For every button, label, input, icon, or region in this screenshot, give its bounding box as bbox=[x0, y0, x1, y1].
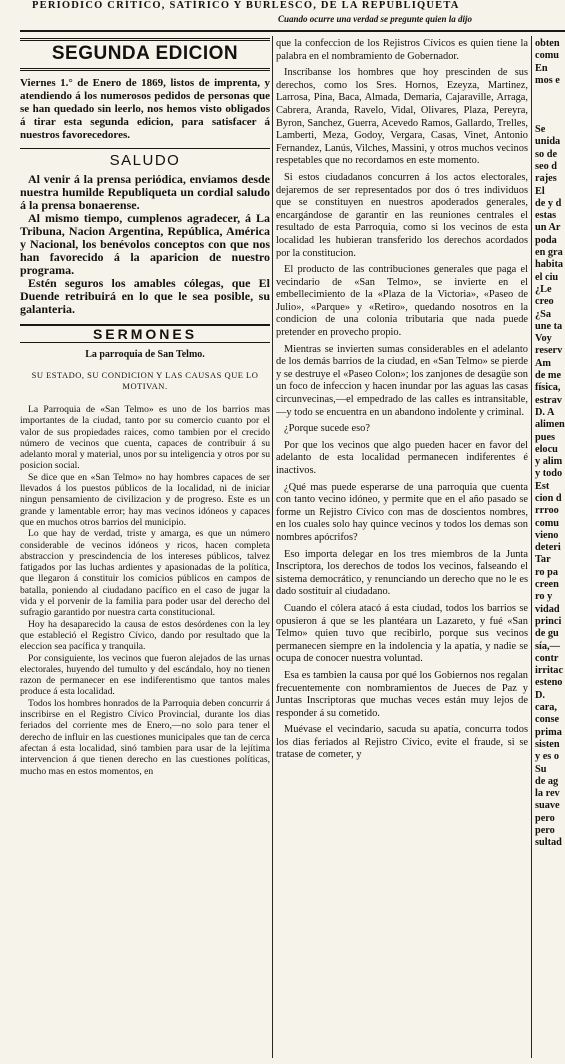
cropped-line-fragment: sía,— bbox=[535, 640, 560, 652]
cropped-line-fragment bbox=[535, 87, 565, 99]
cropped-line-fragment: creen bbox=[535, 579, 559, 591]
cropped-line-fragment: comu bbox=[535, 50, 560, 62]
cropped-line-fragment: en gra bbox=[535, 247, 563, 259]
cropped-line-fragment bbox=[535, 99, 565, 111]
cropped-line-fragment: mos e bbox=[535, 74, 560, 86]
cropped-line-fragment: El bbox=[535, 185, 545, 197]
cropped-line-fragment: habita bbox=[535, 259, 564, 271]
cropped-line-fragment: de gu bbox=[535, 628, 559, 640]
cropped-line-fragment: ¿Le bbox=[535, 283, 552, 295]
article-paragraph: Mientras se invierten sumas considerables en el adelanto de los demás barrios de la ciudad, en «San Telmo» se pierde y se destruye el «Paseo Colon»; los zanjones de desagüe son un foco de infeccion y hacen inundar por las aguas las casas circunvecinas,—el empedrado de las calles es intransitable,—y todo se encuentra en un abandono indolente y criminal. bbox=[276, 343, 528, 418]
cropped-line-fragment: pero bbox=[535, 812, 555, 824]
cropped-line-fragment: conse bbox=[535, 714, 560, 726]
cropped-line-fragment: sisten bbox=[535, 738, 560, 750]
cropped-line-fragment: Tar bbox=[535, 554, 551, 566]
edition-heading: SEGUNDA EDICION bbox=[20, 38, 270, 71]
cropped-line-fragment: princi bbox=[535, 615, 562, 627]
column-left bbox=[20, 38, 270, 1056]
cropped-line-fragment: creo bbox=[535, 296, 554, 308]
cropped-line-fragment: el ciu bbox=[535, 271, 559, 283]
cropped-line-fragment: la rev bbox=[535, 788, 560, 800]
saludo-title: SALUDO bbox=[20, 148, 270, 169]
sermones-title: SERMONES bbox=[92, 326, 198, 342]
cropped-line-fragment: de ag bbox=[535, 775, 559, 787]
cropped-line-fragment: de me bbox=[535, 370, 562, 382]
cropped-line-fragment: Voy bbox=[535, 333, 552, 345]
cropped-line-fragment: irritac bbox=[535, 665, 564, 677]
cropped-line-fragment: ro y bbox=[535, 591, 553, 603]
cropped-line-fragment: un Ar bbox=[535, 222, 561, 234]
saludo-paragraph: Estén seguros los amables cólegas, que El Duende retribuirá en lo que le sea posible, su galanteria. bbox=[20, 276, 270, 316]
cropped-line-fragment: obten bbox=[535, 38, 560, 49]
cropped-line-fragment: estrav bbox=[535, 394, 562, 406]
cropped-line-fragment: estas bbox=[535, 210, 557, 222]
article-paragraph: Cuando el cólera atacó á esta ciudad, todos los barrios se opusieron á que se les plantéara un Lazareto, y fué «San Telmo» quien tuvo que recibirlo, porque sus vecinos permanecen siempre en la indolencia y la apatía, y nadie se ocupa de conocer nuestra voluntad. bbox=[276, 602, 528, 665]
cropped-line-fragment: física, bbox=[535, 382, 561, 394]
article-paragraph: Eso importa delegar en los tres miembros de la Junta Inscriptora, los derechos de todos los vecinos, falseando el sistema democrático, y renunciando un derecho que no le es dado sostituir al ciudadano. bbox=[276, 548, 528, 598]
cropped-line-fragment: cion d bbox=[535, 492, 562, 504]
article-paragraph: Hoy ha desaparecido la causa de estos desórdenes con la ley que estableció el Registro Cívico, dando por resultado que la eleccion sea pacífica y tranquila. bbox=[20, 618, 270, 653]
cropped-line-fragment: D. A bbox=[535, 406, 555, 418]
article-paragraph: Lo que hay de verdad, triste y amarga, es que un número considerable de vecinos idóneos y ricos, hacen completa abstraccion y prescindencia de los intereses públicos, talvez fatigados por las luchas ardientes y apasionadas de la política, que llegaron á constituir los comicios públicos en campos de batalla, poniendo al ciudadano pacífico en el caso de jugar la vida y el porvenir de la familia para poder usar del derecho del sufragio garantido por nuestra carta constitucional. bbox=[20, 528, 270, 619]
cropped-line-fragment: y todo bbox=[535, 468, 563, 480]
column-middle bbox=[276, 38, 528, 1056]
cropped-line-fragment: pues bbox=[535, 431, 556, 443]
cropped-line-fragment: contr bbox=[535, 652, 559, 664]
cropped-line-fragment bbox=[535, 112, 565, 124]
cropped-line-fragment: cara, bbox=[535, 702, 558, 714]
cropped-line-fragment: esteno bbox=[535, 677, 563, 689]
sermones-heading-box bbox=[20, 324, 270, 343]
cropped-line-fragment: so de bbox=[535, 148, 558, 160]
cropped-line-fragment: elocu bbox=[535, 443, 558, 455]
cropped-line-fragment: deteri bbox=[535, 542, 561, 554]
cropped-line-fragment: alimen bbox=[535, 419, 565, 431]
cropped-line-fragment: prima bbox=[535, 726, 562, 738]
column-divider bbox=[272, 36, 273, 1058]
cropped-line-fragment: seo d bbox=[535, 160, 558, 172]
article-paragraph: Por consiguiente, los vecinos que fueron alejados de las urnas electorales, huyendo del tumulto y del escándalo, hoy no tienen razon de permanecer en ese indiferentismo que tantos males produce á esta localidad. bbox=[20, 652, 270, 698]
masthead-title: PERIÓDICO CRÍTICO, SATÍRICO Y BURLESCO, DE LA REPUBLIQUETA bbox=[32, 0, 460, 11]
article-paragraph: Todos los hombres honrados de la Parroquia deben concurrir á inscribirse en el Registro Cívico Provincial, durante los dias feriados del corriente mes de Enero,—no solo para tener el derecho de influir en las cuestiones municipales que tan de cerca afectan á esta localidad, sinó tambien para usar de la lejítima intervencion á que tienen derecho en las cuestiones políticas, mucho mas en estos momentos, en bbox=[20, 697, 270, 777]
cropped-line-fragment: D. bbox=[535, 689, 546, 701]
masthead bbox=[0, 0, 565, 36]
cropped-line-fragment: Su bbox=[535, 763, 547, 775]
cropped-line-fragment: vieno bbox=[535, 529, 559, 541]
cropped-line-fragment: rajes bbox=[535, 173, 557, 185]
cropped-line-fragment: En bbox=[535, 62, 548, 74]
masthead-rule bbox=[20, 30, 565, 32]
sermones-caption: SU ESTADO, SU CONDICION Y LAS CAUSAS QUE LO MOTIVAN. bbox=[31, 370, 259, 391]
cropped-line-fragment: reserv bbox=[535, 345, 563, 357]
saludo-paragraph: Al mismo tiempo, cumplenos agradecer, á La Tribuna, Nacion Argentina, República, América y Nacional, los benévolos conceptos con que nos han favorecido á la aparicion de nuestro programa. bbox=[20, 211, 270, 277]
cropped-line-fragment: Am bbox=[535, 357, 552, 369]
article-paragraph: ¿Qué mas puede esperarse de una parroquia que cuenta con tanto vecino idóneo, y permite que en el año pasado se forme un Rejistro Cívico con mas de doscientos nombres, en los cuales solo hay quince vecinos y todos los demas son nombres apócrifos? bbox=[276, 481, 528, 543]
article-paragraph: Se dice que en «San Telmo» no hay hombres capaces de ser llevados á los puestos públicos de la localidad, ni de iniciar ningun pensamiento de civilizacion y de progreso. Este es un grande y lamentable error; hay mas vecinos idóneos y capaces que en muchos otros barrios del municipio. bbox=[20, 471, 270, 528]
article-paragraph: que la confeccion de los Rejistros Cívicos es quien tiene la palabra en el nombramiento de Gobernador. bbox=[276, 38, 528, 62]
masthead-subtitle: Cuando ocurre una verdad se pregunte quien la dijo bbox=[278, 14, 473, 24]
column-right-cropped bbox=[535, 38, 565, 1056]
article-paragraph: Esa es tambien la causa por qué los Gobiernos nos regalan frecuentemente con nombramientos de Jueces de Paz y Juntas Inscriptoras que muchas veces están muy lejos de responder á su cometido. bbox=[276, 669, 528, 719]
saludo-paragraph: Al venir á la prensa periódica, enviamos desde nuestra humilde Republiqueta un cordial saludo á la prensa bonaerense. bbox=[20, 172, 270, 212]
cropped-line-fragment: vidad bbox=[535, 603, 560, 615]
article-paragraph: Inscríbanse los hombres que hoy prescinden de sus derechos, como los Sres. Hornos, Ezeyza, Martinez, Larrosa, Pina, Baca, Almada, Demaria, Cajaraville, Arraga, Cabrera, Aranda, Ravelo, Vidal, Olivares, Plaza, Pereyra, Byron, Sanchez, Guerra, Acevedo Ramos, Gallardo, Trelles, Lamberti, Meza, Godoy, Vergara, Casas, Vinet, Antonio Fernandez, Lanús, Vilches, Massini, y otros muchos vecinos respetables que no recordamos en este momento. bbox=[276, 67, 528, 167]
cropped-line-fragment: de y d bbox=[535, 197, 562, 209]
cropped-line-fragment: poda bbox=[535, 234, 557, 246]
cropped-line-fragment: y alim bbox=[535, 456, 563, 468]
sermones-subtitle: La parroquia de San Telmo. bbox=[85, 349, 205, 360]
article-paragraph: Muévase el vecindario, sacuda su apatía, concurra todos los dias feriados al Rejistro Cívico, evite el fraude, si se tratase de cometer, y bbox=[276, 724, 528, 761]
cropped-line-fragment: rrroo bbox=[535, 505, 559, 517]
edition-note: Viernes 1.° de Enero de 1869, listos de imprenta, y atendiendo á los numerosos pedidos de personas que se han quedado sin leerlo, nos hemos visto obligados á tirar esta segunda edicion, para satisfacer á nuestros favorecedores. bbox=[20, 77, 270, 141]
cropped-line-fragment: Est bbox=[535, 480, 550, 492]
article-paragraph: Por que los vecinos que algo pueden hacer en favor del adelanto de esta localidad permanecen indiferentes é inactivos. bbox=[276, 439, 528, 476]
cropped-line-fragment: comu bbox=[535, 517, 560, 529]
cropped-line-fragment: ro pa bbox=[535, 566, 558, 578]
cropped-line-fragment: suave bbox=[535, 800, 560, 812]
article-paragraph: Si estos ciudadanos concurren á los actos electorales, dejaremos de ser representados por dos ó tres individuos que se constituyen en nuestros apoderados generales, encargándose de garantir en las reuniones centrales el resultado de esta Parroquia, como si los vecinos de esta localidad les hubieran transferido los derechos acordados por la constitucion. bbox=[276, 171, 528, 259]
column-divider bbox=[531, 36, 532, 1058]
cropped-line-fragment: Se bbox=[535, 124, 546, 136]
cropped-line-fragment: pero bbox=[535, 825, 555, 836]
article-paragraph: ¿Porque sucede eso? bbox=[284, 423, 370, 435]
cropped-line-fragment: une ta bbox=[535, 320, 563, 332]
article-paragraph: La Parroquia de «San Telmo» es uno de los barrios mas importantes de la ciudad, tanto por su comercio cuanto por el valor de sus propiedades raices, como tambien por el crecido número de vecinos que cuenta, capaces de contribuir á su adelanto moral y material, unos por su inteligencia y otros por su posicion social. bbox=[20, 404, 270, 472]
article-paragraph: El producto de las contribuciones generales que paga el vecindario de «San Telmo», se invierte en el embellecimiento de la «Plaza de la Victoria», «Paseo de Julio», «Parque» y «Retiro», quedando nosotros en la condicion de una colonia tributaria que nada puede pretender en provecho propio. bbox=[276, 264, 528, 339]
cropped-line-fragment: y es o bbox=[535, 751, 560, 763]
cropped-line-fragment: unida bbox=[535, 136, 561, 148]
cropped-line-fragment: sultad bbox=[535, 837, 562, 849]
cropped-line-fragment: ¿Sa bbox=[535, 308, 552, 320]
